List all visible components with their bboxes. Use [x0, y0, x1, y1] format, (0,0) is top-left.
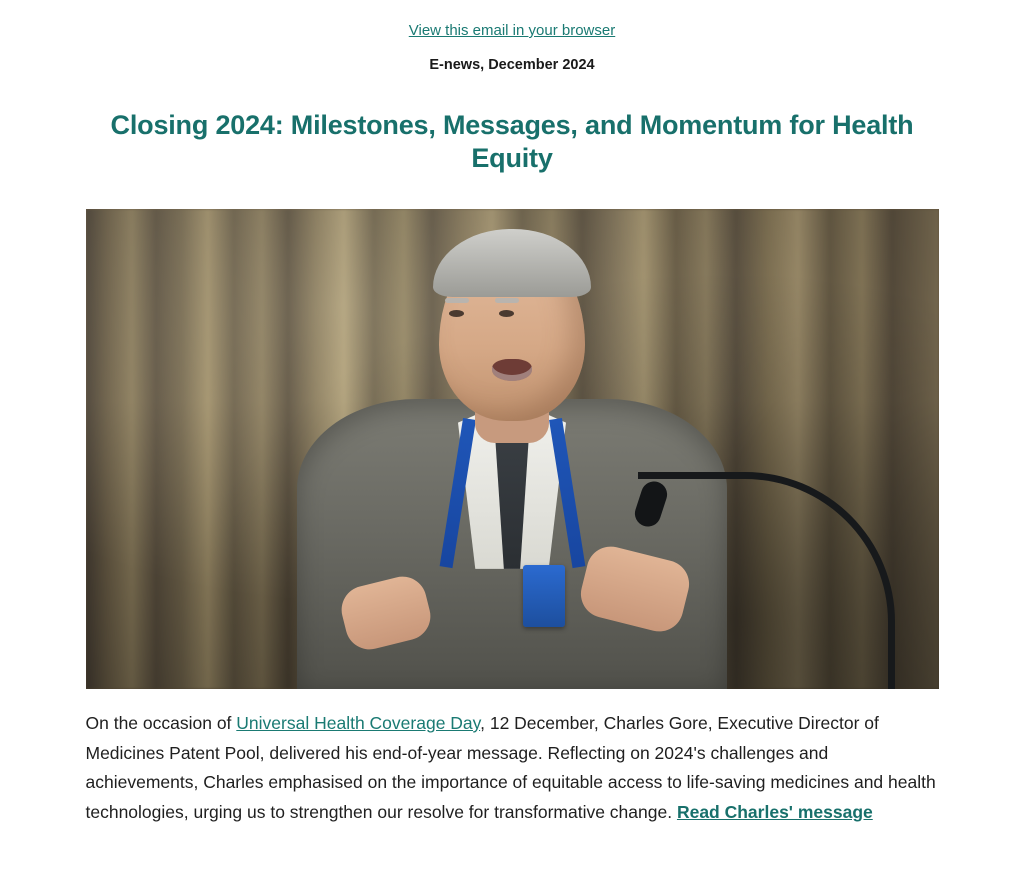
uhc-day-link[interactable]: Universal Health Coverage Day — [236, 712, 481, 733]
preheader — [0, 0, 1024, 40]
conference-badge — [523, 565, 565, 627]
page-title: Closing 2024: Milestones, Messages, and Momentum for Health Equity — [110, 110, 914, 173]
article-text-lead: On the occasion of — [85, 712, 237, 733]
eyebrow-left — [445, 298, 469, 303]
eye-left — [449, 310, 464, 317]
article-text-body: , 12 December, Charles Gore, Executive Director of Medicines Patent Pool, delivered his end-of-year message. Reflecting on 2024's challenges and achievements, Charles emphasised on the importance of equitable access to life-saving medicines and health technologies, urging us to strengthen our resolve for transformative change. — [85, 712, 936, 823]
microphone-arm — [638, 472, 895, 689]
eyebrow-right — [495, 298, 519, 303]
view-in-browser-link[interactable]: View this email in your browser — [408, 22, 616, 39]
read-message-link[interactable]: Read Charles' message — [676, 802, 873, 823]
hero-image — [86, 209, 939, 689]
article-paragraph — [86, 709, 939, 828]
mouth — [492, 359, 532, 381]
microphone-stand — [645, 459, 895, 689]
issue-label: E-news, December 2024 — [429, 57, 595, 73]
eye-right — [499, 310, 514, 317]
